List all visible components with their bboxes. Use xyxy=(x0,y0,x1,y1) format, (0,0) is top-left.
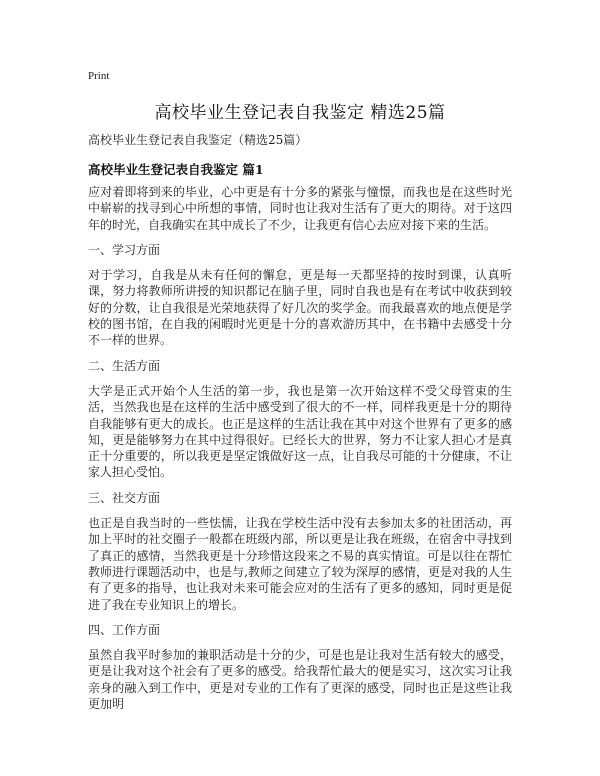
social-paragraph: 也正是自我当时的一些怯懦，让我在学校生活中没有去参加太多的社团活动，再加上平时的社交圈子一般都在班级内部，所以更是让我在班级，在宿舍中寻找到了真正的感情，当然我更是十分珍惜这段来之不易的真实情谊。可是以往在帮忙教师进行课题活动中，也是与,教师之间建立了较为深厚的感情，更是对我的人生有了更多的指导，也让我对未来可能会应对的生活有了更多的感知，同时更是促进了我在专业知识上的增长。 xyxy=(88,516,512,612)
work-heading: 四、工作方面 xyxy=(88,622,161,637)
document-subtitle: 高校毕业生登记表自我鉴定（精选25篇） xyxy=(88,133,308,147)
document-title: 高校毕业生登记表自我鉴定 精选25篇 xyxy=(154,103,446,123)
life-paragraph: 大学是正式开始个人生活的第一步，我也是第一次开始这样不受父母管束的生活，当然我也是在这样的生活中感受到了很大的不一样，同样我更是十分的期待自我能够有更大的成长。也正是这样的生活让我在其中对这个世界有了更多的感知，更是能够努力在其中过得很好。已经长大的世界，努力不让家人担心才是真正十分重要的，所以我更是坚定饿做好这一点，让自我尽可能的十分健康，不让家人担心受怕。 xyxy=(88,383,512,480)
print-label[interactable]: Print xyxy=(88,70,110,82)
study-paragraph: 对于学习，自我是从未有任何的懈怠，更是每一天都坚持的按时到课，认真听课，努力将教师所讲授的知识都记在脑子里，同时自我也是有在考试中收获到较好的分数，让自我很是光荣地获得了好几次的奖学金。而我最喜欢的地点便是学校的图书馆，在自我的闲暇时光更是十分的喜欢游历其中，在书籍中去感受十分不一样的世界。 xyxy=(88,268,512,348)
section-heading: 高校毕业生登记表自我鉴定 篇1 xyxy=(88,162,264,177)
work-paragraph: 虽然自我平时参加的兼职活动是十分的少，可是也是让我对生活有较大的感受，更是让我对这个社会有了更多的感受。给我帮忙最大的便是实习，这次实习让我亲身的融入到工作中，更是对专业的工作有了更深的感受，同时也正是这些让我更加明 xyxy=(88,648,512,712)
social-heading: 三、社交方面 xyxy=(88,490,161,505)
study-heading: 一、学习方面 xyxy=(88,242,161,257)
life-heading: 二、生活方面 xyxy=(88,358,161,373)
intro-paragraph: 应对着即将到来的毕业，心中更是有十分多的紧张与憧憬，而我也是在这些时光中崭崭的找寻到心中所想的事情，同时也让我对生活有了更大的期待。对于这四年的时光，自我确实在其中成长了不少，让我更有信心去应对接下来的生活。 xyxy=(88,185,512,232)
document-body xyxy=(88,184,512,712)
